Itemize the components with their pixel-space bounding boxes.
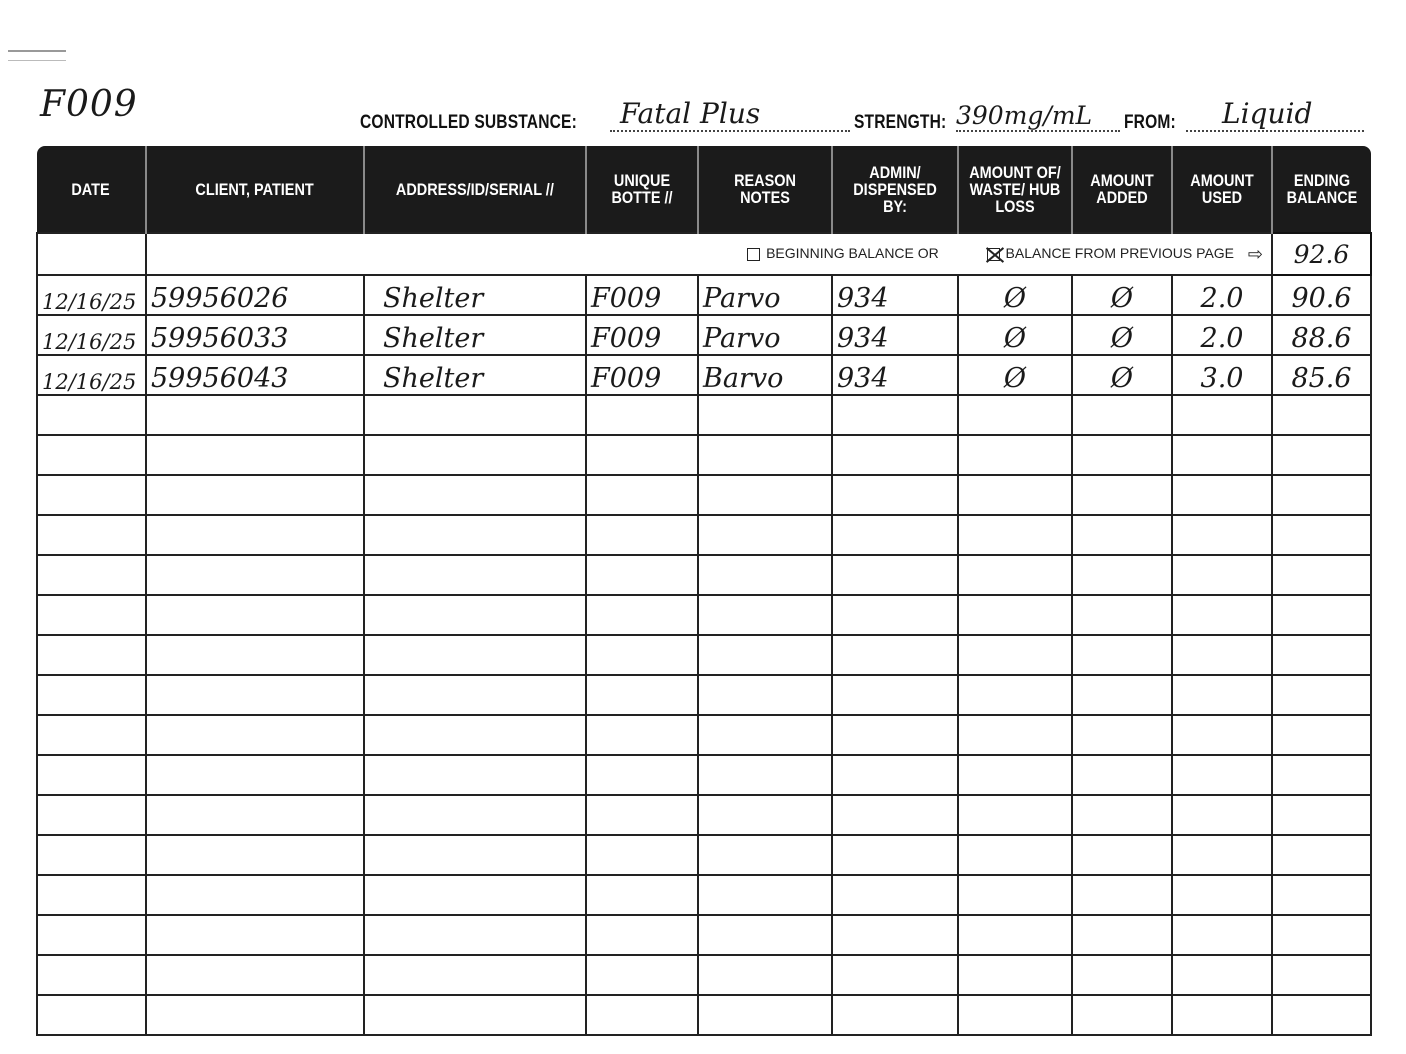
col-client-patient: CLIENT, PATIENT xyxy=(146,146,364,233)
previous-page-balance-label: BALANCE FROM PREVIOUS PAGE xyxy=(1005,244,1235,261)
admin-cell[interactable] xyxy=(832,515,958,555)
waste-cell[interactable] xyxy=(958,715,1072,755)
client-cell[interactable] xyxy=(146,555,364,595)
bottle-cell[interactable] xyxy=(586,995,698,1035)
bottle-cell[interactable] xyxy=(586,955,698,995)
waste-cell[interactable] xyxy=(958,475,1072,515)
used-cell[interactable] xyxy=(1172,795,1272,835)
table-row xyxy=(37,915,1371,955)
reason-cell[interactable]: Barvo xyxy=(698,355,832,395)
admin-cell[interactable] xyxy=(832,635,958,675)
reason-cell[interactable] xyxy=(698,595,832,635)
added-cell[interactable] xyxy=(1072,755,1172,795)
substance-value[interactable]: Fatal Plus xyxy=(620,97,761,130)
client-cell[interactable] xyxy=(146,715,364,755)
address-cell[interactable]: Shelter xyxy=(364,355,586,395)
waste-cell[interactable] xyxy=(958,515,1072,555)
waste-cell[interactable] xyxy=(958,435,1072,475)
bottle-cell[interactable] xyxy=(586,555,698,595)
admin-cell[interactable] xyxy=(832,475,958,515)
waste-cell[interactable] xyxy=(958,395,1072,435)
bottle-cell[interactable] xyxy=(586,715,698,755)
table-row xyxy=(37,795,1371,835)
waste-cell[interactable] xyxy=(958,675,1072,715)
substance-dotted-line xyxy=(610,130,850,132)
admin-cell[interactable] xyxy=(832,995,958,1035)
added-cell[interactable]: Ø xyxy=(1072,275,1172,315)
client-cell[interactable]: 59956026 xyxy=(146,275,364,315)
bottle-cell[interactable] xyxy=(586,515,698,555)
bottle-cell[interactable] xyxy=(586,795,698,835)
client-cell[interactable] xyxy=(146,995,364,1035)
table-row xyxy=(37,275,1371,315)
ending-balance-cell[interactable] xyxy=(1272,435,1371,475)
date-cell[interactable] xyxy=(37,875,146,915)
address-cell[interactable] xyxy=(364,435,586,475)
ending-balance-cell[interactable] xyxy=(1272,875,1371,915)
waste-cell[interactable] xyxy=(958,915,1072,955)
waste-cell[interactable] xyxy=(958,795,1072,835)
added-cell[interactable] xyxy=(1072,875,1172,915)
bottle-cell[interactable]: F009 xyxy=(586,315,698,355)
date-cell[interactable] xyxy=(37,835,146,875)
admin-cell[interactable] xyxy=(832,435,958,475)
ending-balance-cell[interactable] xyxy=(1272,995,1371,1035)
bottle-cell[interactable] xyxy=(586,755,698,795)
used-cell[interactable] xyxy=(1172,715,1272,755)
address-cell[interactable] xyxy=(364,395,586,435)
table-row xyxy=(37,355,1371,395)
waste-cell[interactable] xyxy=(958,995,1072,1035)
strength-label: STRENGTH: xyxy=(854,112,947,133)
col-ending-balance: ENDING BALANCE xyxy=(1272,146,1371,233)
arrow-right-icon: ⇨ xyxy=(1247,243,1263,264)
date-cell[interactable] xyxy=(37,395,146,435)
added-cell[interactable] xyxy=(1072,715,1172,755)
table-row xyxy=(37,835,1371,875)
address-cell[interactable] xyxy=(364,915,586,955)
table-row xyxy=(37,635,1371,675)
table-row xyxy=(37,555,1371,595)
used-cell[interactable] xyxy=(1172,475,1272,515)
client-cell[interactable] xyxy=(146,915,364,955)
ending-balance-cell[interactable] xyxy=(1272,755,1371,795)
bottle-cell[interactable] xyxy=(586,595,698,635)
balance-options-cell xyxy=(146,233,1272,275)
substance-header xyxy=(360,96,1365,140)
table-row xyxy=(37,875,1371,915)
admin-cell[interactable] xyxy=(832,755,958,795)
used-cell[interactable]: 3.0 xyxy=(1172,355,1272,395)
used-cell[interactable] xyxy=(1172,595,1272,635)
date-cell[interactable] xyxy=(37,555,146,595)
added-cell[interactable] xyxy=(1072,475,1172,515)
client-cell[interactable] xyxy=(146,435,364,475)
table-row xyxy=(37,675,1371,715)
ending-balance-cell[interactable] xyxy=(1272,915,1371,955)
table-row xyxy=(37,755,1371,795)
added-cell[interactable] xyxy=(1072,675,1172,715)
client-cell[interactable] xyxy=(146,875,364,915)
ending-balance-cell[interactable]: 85.6 xyxy=(1272,355,1371,395)
date-cell[interactable]: 12/16/25 xyxy=(37,355,146,395)
admin-cell[interactable] xyxy=(832,795,958,835)
address-cell[interactable] xyxy=(364,995,586,1035)
substance-label: CONTROLLED SUBSTANCE: xyxy=(360,112,577,133)
admin-cell[interactable] xyxy=(832,955,958,995)
admin-cell[interactable] xyxy=(832,555,958,595)
admin-cell[interactable] xyxy=(832,395,958,435)
table-row xyxy=(37,595,1371,635)
ending-balance-cell[interactable] xyxy=(1272,475,1371,515)
reason-cell[interactable] xyxy=(698,715,832,755)
used-cell[interactable] xyxy=(1172,755,1272,795)
client-cell[interactable] xyxy=(146,475,364,515)
admin-cell[interactable] xyxy=(832,675,958,715)
table-row xyxy=(37,955,1371,995)
date-cell[interactable]: 12/16/25 xyxy=(37,315,146,355)
client-cell[interactable] xyxy=(146,395,364,435)
bottle-cell[interactable] xyxy=(586,835,698,875)
address-cell[interactable] xyxy=(364,635,586,675)
waste-cell[interactable]: Ø xyxy=(958,275,1072,315)
reason-cell[interactable]: Parvo xyxy=(698,275,832,315)
table-row xyxy=(37,715,1371,755)
admin-cell[interactable] xyxy=(832,835,958,875)
ending-balance-cell[interactable] xyxy=(1272,395,1371,435)
reason-cell[interactable] xyxy=(698,395,832,435)
date-cell[interactable] xyxy=(37,955,146,995)
date-cell[interactable] xyxy=(37,515,146,555)
date-cell[interactable] xyxy=(37,435,146,475)
table-row xyxy=(37,475,1371,515)
ending-balance-cell[interactable] xyxy=(1272,715,1371,755)
reason-cell[interactable] xyxy=(698,955,832,995)
admin-cell[interactable] xyxy=(832,915,958,955)
added-cell[interactable]: Ø xyxy=(1072,315,1172,355)
table-row xyxy=(37,515,1371,555)
reason-cell[interactable] xyxy=(698,915,832,955)
address-cell[interactable] xyxy=(364,715,586,755)
col-admin-dispensed-by: ADMIN/ DISPENSED BY: xyxy=(832,146,958,233)
reason-cell[interactable] xyxy=(698,795,832,835)
used-cell[interactable] xyxy=(1172,435,1272,475)
added-cell[interactable] xyxy=(1072,595,1172,635)
added-cell[interactable] xyxy=(1072,555,1172,595)
admin-cell[interactable] xyxy=(832,595,958,635)
reason-cell[interactable] xyxy=(698,995,832,1035)
admin-cell[interactable] xyxy=(832,715,958,755)
address-cell[interactable] xyxy=(364,515,586,555)
client-cell[interactable]: 59956043 xyxy=(146,355,364,395)
bottle-cell[interactable] xyxy=(586,675,698,715)
address-cell[interactable] xyxy=(364,675,586,715)
client-cell[interactable] xyxy=(146,515,364,555)
added-cell[interactable]: Ø xyxy=(1072,355,1172,395)
used-cell[interactable] xyxy=(1172,955,1272,995)
table-row xyxy=(37,995,1371,1035)
added-cell[interactable] xyxy=(1072,995,1172,1035)
address-cell[interactable]: Shelter xyxy=(364,315,586,355)
bottle-cell[interactable] xyxy=(586,435,698,475)
reason-cell[interactable] xyxy=(698,875,832,915)
beginning-balance-checkbox[interactable] xyxy=(747,248,760,261)
address-cell[interactable] xyxy=(364,955,586,995)
client-cell[interactable] xyxy=(146,635,364,675)
ending-balance-cell[interactable]: 90.6 xyxy=(1272,275,1371,315)
ending-balance-cell[interactable] xyxy=(1272,635,1371,675)
admin-cell[interactable]: 934 xyxy=(832,275,958,315)
address-cell[interactable] xyxy=(364,875,586,915)
date-cell[interactable] xyxy=(37,595,146,635)
controlled-substance-log xyxy=(36,146,1370,1054)
col-amount-used: AMOUNT USED xyxy=(1172,146,1272,233)
address-cell[interactable] xyxy=(364,795,586,835)
client-cell[interactable] xyxy=(146,795,364,835)
used-cell[interactable]: 2.0 xyxy=(1172,275,1272,315)
col-reason-notes: REASON NOTES xyxy=(698,146,832,233)
client-cell[interactable] xyxy=(146,835,364,875)
added-cell[interactable] xyxy=(1072,515,1172,555)
col-date: DATE xyxy=(37,146,146,233)
ending-balance-cell[interactable]: 88.6 xyxy=(1272,315,1371,355)
used-cell[interactable] xyxy=(1172,635,1272,675)
col-unique-bottle: UNIQUE BOTTE // xyxy=(586,146,698,233)
reason-cell[interactable]: Parvo xyxy=(698,315,832,355)
waste-cell[interactable] xyxy=(958,955,1072,995)
address-cell[interactable] xyxy=(364,835,586,875)
scan-mark xyxy=(8,50,66,61)
bottle-cell[interactable]: F009 xyxy=(586,275,698,315)
used-cell[interactable]: 2.0 xyxy=(1172,315,1272,355)
reason-cell[interactable] xyxy=(698,435,832,475)
used-cell[interactable] xyxy=(1172,835,1272,875)
date-cell[interactable] xyxy=(37,915,146,955)
used-cell[interactable] xyxy=(1172,875,1272,915)
ending-balance-cell[interactable] xyxy=(1272,835,1371,875)
client-cell[interactable] xyxy=(146,595,364,635)
bottle-cell[interactable] xyxy=(586,875,698,915)
from-value[interactable]: Liquid xyxy=(1222,97,1313,130)
added-cell[interactable] xyxy=(1072,915,1172,955)
client-cell[interactable]: 59956033 xyxy=(146,315,364,355)
bottle-cell[interactable]: F009 xyxy=(586,355,698,395)
waste-cell[interactable] xyxy=(958,755,1072,795)
address-cell[interactable] xyxy=(364,595,586,635)
address-cell[interactable] xyxy=(364,475,586,515)
bottle-cell[interactable] xyxy=(586,915,698,955)
used-cell[interactable] xyxy=(1172,675,1272,715)
bottle-cell[interactable] xyxy=(586,475,698,515)
admin-cell[interactable]: 934 xyxy=(832,355,958,395)
admin-cell[interactable] xyxy=(832,875,958,915)
ending-balance-cell[interactable] xyxy=(1272,595,1371,635)
date-cell[interactable] xyxy=(37,475,146,515)
added-cell[interactable] xyxy=(1072,835,1172,875)
used-cell[interactable] xyxy=(1172,915,1272,955)
client-cell[interactable] xyxy=(146,755,364,795)
client-cell[interactable] xyxy=(146,955,364,995)
date-cell[interactable] xyxy=(37,995,146,1035)
col-address-id-serial: ADDRESS/ID/SERIAL // xyxy=(364,146,586,233)
waste-cell[interactable] xyxy=(958,635,1072,675)
ending-balance-cell[interactable] xyxy=(1272,955,1371,995)
strength-value[interactable]: 390mg/mL xyxy=(956,101,1093,130)
waste-cell[interactable]: Ø xyxy=(958,355,1072,395)
date-cell[interactable] xyxy=(37,715,146,755)
date-cell[interactable]: 12/16/25 xyxy=(37,275,146,315)
bottle-cell[interactable] xyxy=(586,635,698,675)
date-cell[interactable] xyxy=(37,795,146,835)
client-cell[interactable] xyxy=(146,675,364,715)
used-cell[interactable] xyxy=(1172,995,1272,1035)
beginning-balance-label: BEGINNING BALANCE OR xyxy=(766,244,939,261)
bottle-cell[interactable] xyxy=(586,395,698,435)
address-cell[interactable]: Shelter xyxy=(364,275,586,315)
waste-cell[interactable] xyxy=(958,555,1072,595)
waste-cell[interactable]: Ø xyxy=(958,315,1072,355)
strength-dotted-line xyxy=(956,130,1120,132)
col-waste-hub-loss: AMOUNT OF/ WASTE/ HUB LOSS xyxy=(958,146,1072,233)
ending-balance-cell[interactable] xyxy=(1272,515,1371,555)
from-label: FROM: xyxy=(1124,112,1176,133)
table-row xyxy=(37,395,1371,435)
address-cell[interactable] xyxy=(364,555,586,595)
header-row xyxy=(37,146,1371,233)
used-cell[interactable] xyxy=(1172,515,1272,555)
previous-page-balance-checkbox[interactable] xyxy=(987,248,1000,261)
ending-balance-cell[interactable] xyxy=(1272,795,1371,835)
reason-cell[interactable] xyxy=(698,675,832,715)
date-cell[interactable] xyxy=(37,635,146,675)
date-cell[interactable] xyxy=(37,755,146,795)
page-code: F009 xyxy=(40,84,138,125)
used-cell[interactable] xyxy=(1172,555,1272,595)
reason-cell[interactable] xyxy=(698,515,832,555)
table-row xyxy=(37,315,1371,355)
added-cell[interactable] xyxy=(1072,795,1172,835)
ending-balance-cell[interactable] xyxy=(1272,675,1371,715)
balance-row xyxy=(37,233,1371,275)
reason-cell[interactable] xyxy=(698,635,832,675)
added-cell[interactable] xyxy=(1072,955,1172,995)
table-row xyxy=(37,435,1371,475)
reason-cell[interactable] xyxy=(698,835,832,875)
reason-cell[interactable] xyxy=(698,475,832,515)
waste-cell[interactable] xyxy=(958,595,1072,635)
starting-balance-value[interactable]: 92.6 xyxy=(1272,233,1371,275)
log-table xyxy=(36,146,1372,1036)
added-cell[interactable] xyxy=(1072,435,1172,475)
added-cell[interactable] xyxy=(1072,635,1172,675)
address-cell[interactable] xyxy=(364,755,586,795)
from-dotted-line xyxy=(1186,130,1364,132)
reason-cell[interactable] xyxy=(698,755,832,795)
reason-cell[interactable] xyxy=(698,555,832,595)
waste-cell[interactable] xyxy=(958,835,1072,875)
admin-cell[interactable]: 934 xyxy=(832,315,958,355)
col-amount-added: AMOUNT ADDED xyxy=(1072,146,1172,233)
ending-balance-cell[interactable] xyxy=(1272,555,1371,595)
added-cell[interactable] xyxy=(1072,395,1172,435)
balance-date-cell xyxy=(37,233,146,275)
waste-cell[interactable] xyxy=(958,875,1072,915)
used-cell[interactable] xyxy=(1172,395,1272,435)
date-cell[interactable] xyxy=(37,675,146,715)
